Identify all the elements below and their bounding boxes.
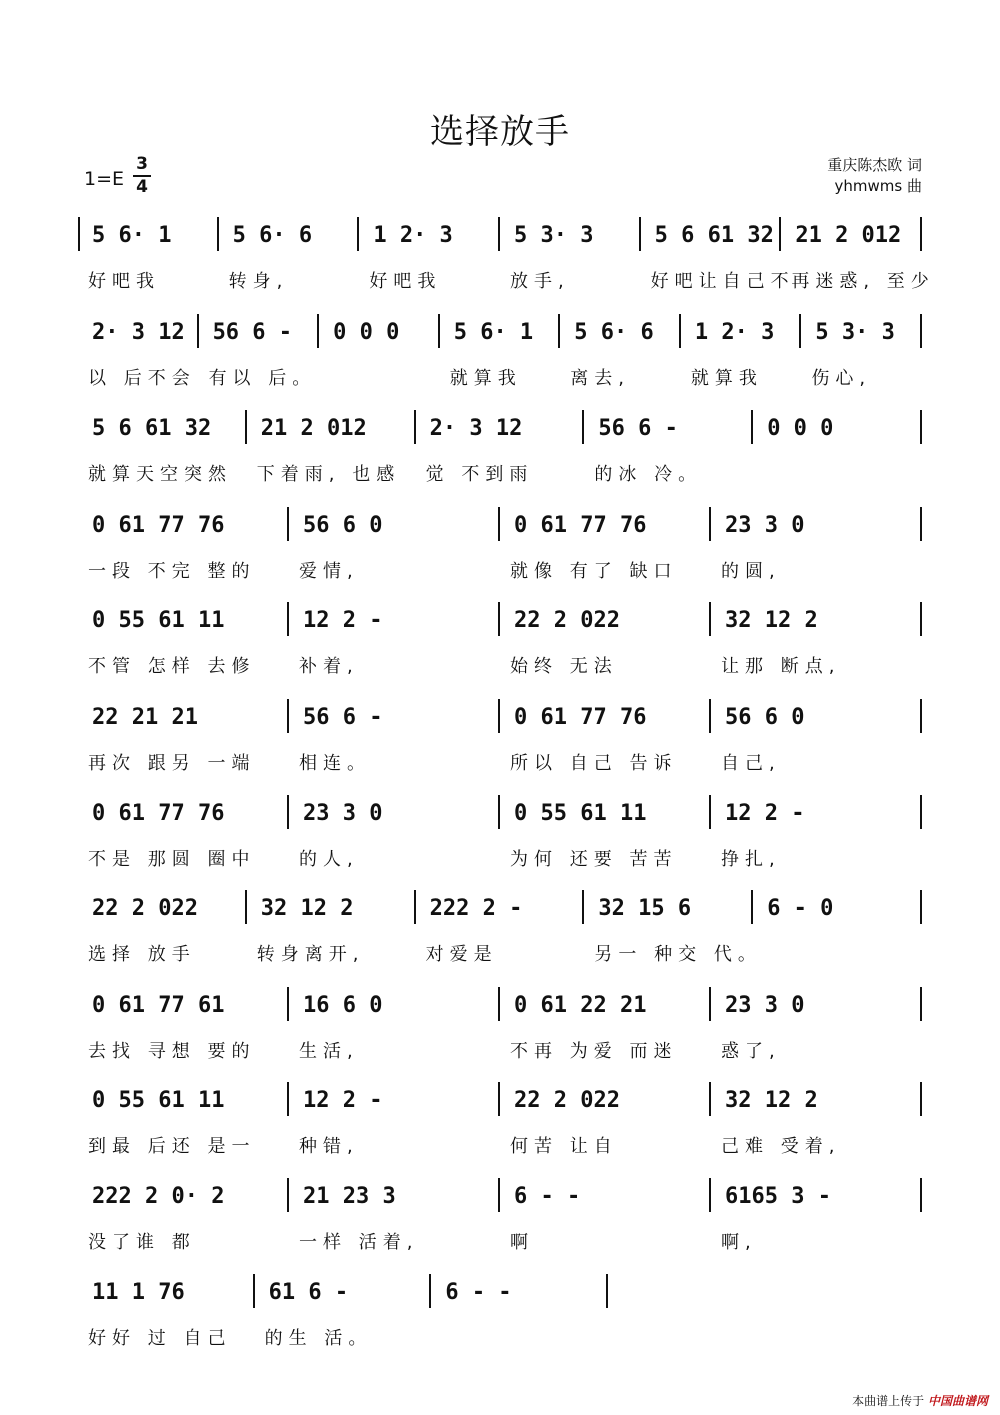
barline [357, 217, 359, 251]
barline [253, 1274, 255, 1308]
barline [287, 699, 289, 733]
measure-lyrics: 到最 后还 是一 [88, 1136, 256, 1157]
time-signature-top: 3 [136, 154, 148, 174]
key-signature: 1=E [84, 168, 125, 190]
barline [920, 795, 922, 829]
measure-lyrics: 下着雨, 也感 [256, 464, 401, 485]
measure-notes: 222 2 0· 2 [92, 1184, 225, 1209]
measure-notes: 23 3 0 [303, 801, 383, 826]
measure-notes: 16 6 0 [303, 993, 383, 1018]
notation-line [0, 600, 1000, 640]
measure-lyrics: 就算天空突然 [88, 464, 232, 485]
measure-lyrics: 的人, [299, 849, 359, 870]
measure-notes: 0 61 77 61 [92, 993, 225, 1018]
measure-lyrics: 好吧我 [369, 271, 442, 292]
measure-lyrics: 种错, [299, 1136, 359, 1157]
measure-lyrics: 就像 有了 缺口 [510, 561, 678, 582]
barline [287, 602, 289, 636]
measure-lyrics: 觉 不到雨 [425, 464, 534, 485]
barline [498, 1082, 500, 1116]
barline [287, 1082, 289, 1116]
score-row [0, 215, 1000, 305]
barline [920, 987, 922, 1021]
score-row [0, 1272, 1000, 1362]
measure-lyrics: 何苦 让自 [510, 1136, 618, 1157]
lyrics-line [0, 557, 1000, 583]
barline [287, 987, 289, 1021]
measure-lyrics: 的冰 冷。 [594, 464, 703, 485]
barline [498, 507, 500, 541]
barline [317, 314, 319, 348]
barline [920, 217, 922, 251]
measure-lyrics: 再次 跟另 一端 [88, 753, 256, 774]
barline [197, 314, 199, 348]
barline [751, 410, 753, 444]
barline [217, 217, 219, 251]
barline [558, 314, 560, 348]
lyrics-line [0, 1132, 1000, 1158]
measure-lyrics: 去找 寻想 要的 [88, 1041, 256, 1062]
barline [679, 314, 681, 348]
measure-lyrics: 就算我 [690, 368, 763, 389]
barline [498, 602, 500, 636]
measure-lyrics: 有以 后。 [208, 368, 317, 389]
barline [920, 1178, 922, 1212]
measure-notes: 5 6· 1 [453, 320, 534, 345]
measure-notes: 21 23 3 [303, 1184, 396, 1209]
time-signature [132, 154, 152, 198]
measure-notes: 12 2 - [303, 1088, 383, 1113]
measure-notes: 22 2 022 [92, 896, 198, 921]
measure-notes: 12 2 - [725, 801, 805, 826]
lyricist-credit: 重庆陈杰欧 词 [827, 156, 922, 174]
measure-lyrics: 好吧让自己不 [650, 271, 795, 292]
measure-lyrics: 好吧我 [88, 271, 160, 292]
barline [414, 890, 416, 924]
measure-lyrics: 爱情, [299, 561, 359, 582]
composer-credit: yhmwms 曲 [834, 177, 922, 195]
measure-notes: 0 61 77 76 [92, 801, 225, 826]
measure-notes: 0 61 22 21 [514, 993, 647, 1018]
measure-notes: 0 55 61 11 [92, 1088, 225, 1113]
measure-notes: 23 3 0 [725, 993, 805, 1018]
measure-lyrics: 啊 [510, 1232, 534, 1253]
score-row [0, 697, 1000, 787]
measure-notes: 1 2· 3 [373, 223, 453, 248]
measure-notes: 32 12 2 [725, 608, 818, 633]
notation-line [0, 215, 1000, 255]
measure-lyrics: 以 后不会 [88, 368, 196, 389]
barline [709, 1178, 711, 1212]
measure-notes: 22 21 21 [92, 705, 198, 730]
barline [287, 1178, 289, 1212]
score-row [0, 505, 1000, 595]
footer-upload-text: 本曲谱上传于 [852, 1394, 925, 1408]
score-row [0, 1080, 1000, 1170]
lyrics-line [0, 1037, 1000, 1063]
barline [606, 1274, 608, 1308]
measure-notes: 5 6 61 32 [92, 416, 212, 441]
measure-notes: 12 2 - [303, 608, 383, 633]
measure-notes: 6 - - [514, 1184, 581, 1209]
measure-lyrics: 始终 无法 [510, 656, 618, 677]
notation-line [0, 1176, 1000, 1216]
barline [498, 987, 500, 1021]
measure-lyrics: 就算我 [449, 368, 522, 389]
score-row [0, 600, 1000, 690]
notation-line [0, 697, 1000, 737]
measure-lyrics: 的圆, [721, 561, 781, 582]
notation-line [0, 312, 1000, 352]
measure-notes: 56 6 0 [725, 705, 805, 730]
footer [852, 1392, 988, 1409]
measure-notes: 5 6· 6 [574, 320, 654, 345]
measure-notes: 5 6· 6 [232, 223, 313, 248]
measure-notes: 32 15 6 [598, 896, 692, 921]
measure-lyrics: 选择 放手 [88, 944, 196, 965]
barline [779, 217, 781, 251]
measure-notes: 6 - - [445, 1280, 512, 1305]
measure-notes: 56 6 - [212, 320, 293, 345]
barline [920, 602, 922, 636]
measure-notes: 0 61 77 76 [514, 705, 647, 730]
barline [709, 795, 711, 829]
measure-lyrics: 一段 不完 整的 [88, 561, 256, 582]
barline [751, 890, 753, 924]
measure-notes: 22 2 022 [514, 1088, 620, 1113]
measure-lyrics: 转身, [228, 271, 289, 292]
lyrics-line [0, 460, 1000, 486]
score-row [0, 1176, 1000, 1266]
barline [245, 890, 247, 924]
credits [827, 155, 922, 197]
measure-lyrics: 放手, [510, 271, 570, 292]
lyrics-line [0, 267, 1000, 293]
lyrics-line [0, 1324, 1000, 1350]
measure-notes: 22 2 022 [514, 608, 620, 633]
measure-notes: 21 2 012 [260, 416, 367, 441]
measure-notes: 0 0 0 [767, 416, 834, 441]
notation-line [0, 793, 1000, 833]
measure-lyrics: 生活, [299, 1041, 359, 1062]
score-row [0, 888, 1000, 978]
measure-lyrics: 自己, [721, 753, 781, 774]
barline [920, 410, 922, 444]
measure-notes: 0 55 61 11 [514, 801, 647, 826]
measure-lyrics: 不再 为爱 而迷 [510, 1041, 678, 1062]
measure-lyrics: 惑了, [721, 1041, 781, 1062]
lyrics-line [0, 845, 1000, 871]
measure-lyrics: 己难 受着, [721, 1136, 841, 1157]
score-row [0, 793, 1000, 883]
measure-notes: 1 2· 3 [694, 320, 775, 345]
score-row [0, 312, 1000, 402]
measure-notes: 21 2 012 [795, 223, 902, 248]
lyrics-line [0, 749, 1000, 775]
barline [498, 1178, 500, 1212]
measure-lyrics: 不是 那圆 圈中 [88, 849, 256, 870]
measure-lyrics: 为何 还要 苦苦 [510, 849, 678, 870]
time-signature-bottom: 4 [136, 177, 148, 197]
barline [709, 1082, 711, 1116]
measure-lyrics: 另一 种交 代。 [594, 944, 762, 965]
barline [438, 314, 440, 348]
barline [920, 1082, 922, 1116]
measure-notes: 6 - 0 [767, 896, 834, 921]
site-logo: 中国曲谱网 [927, 1394, 988, 1408]
lyrics-line [0, 940, 1000, 966]
measure-lyrics: 没了谁 都 [88, 1232, 196, 1253]
barline [78, 217, 80, 251]
measure-lyrics: 挣扎, [721, 849, 781, 870]
barline [287, 507, 289, 541]
measure-lyrics: 啊, [721, 1232, 757, 1253]
barline [920, 507, 922, 541]
measure-lyrics: 的生 活。 [264, 1328, 373, 1349]
measure-notes: 56 6 0 [303, 513, 383, 538]
notation-line [0, 1272, 1000, 1312]
measure-lyrics: 离去, [570, 368, 631, 389]
barline [709, 602, 711, 636]
measure-notes: 0 61 77 76 [514, 513, 647, 538]
measure-lyrics: 再迷惑, 至少 [791, 271, 935, 292]
measure-notes: 2· 3 12 [92, 320, 185, 345]
measure-notes: 23 3 0 [725, 513, 805, 538]
measure-lyrics: 转身离开, [256, 944, 365, 965]
barline [287, 795, 289, 829]
barline [498, 217, 500, 251]
lyrics-line [0, 1228, 1000, 1254]
notation-line [0, 408, 1000, 448]
barline [799, 314, 801, 348]
measure-notes: 32 12 2 [725, 1088, 818, 1113]
measure-notes: 5 3· 3 [815, 320, 895, 345]
measure-lyrics: 让那 断点, [721, 656, 841, 677]
measure-notes: 222 2 - [429, 896, 523, 921]
measure-notes: 0 55 61 11 [92, 608, 225, 633]
barline [582, 410, 584, 444]
measure-notes: 11 1 76 [92, 1280, 185, 1305]
measure-notes: 32 12 2 [260, 896, 354, 921]
measure-lyrics: 一样 活着, [299, 1232, 419, 1253]
measure-notes: 2· 3 12 [429, 416, 523, 441]
measure-notes: 56 6 - [303, 705, 383, 730]
measure-notes: 56 6 - [598, 416, 678, 441]
lyrics-line [0, 364, 1000, 390]
lyrics-line [0, 652, 1000, 678]
barline [920, 890, 922, 924]
barline [429, 1274, 431, 1308]
measure-lyrics: 相连。 [299, 753, 371, 774]
measure-lyrics: 不管 怎样 去修 [88, 656, 256, 677]
score-row [0, 408, 1000, 498]
measure-lyrics: 对爱是 [425, 944, 498, 965]
barline [245, 410, 247, 444]
measure-notes: 61 6 - [268, 1280, 349, 1305]
barline [920, 699, 922, 733]
notation-line [0, 505, 1000, 545]
measure-lyrics: 好好 过 自己 [88, 1328, 232, 1349]
score-row [0, 985, 1000, 1075]
measure-lyrics: 伤心, [811, 368, 872, 389]
measure-notes: 5 6· 1 [92, 223, 172, 248]
barline [582, 890, 584, 924]
notation-line [0, 985, 1000, 1025]
measure-notes: 0 0 0 [333, 320, 400, 345]
measure-lyrics: 所以 自己 告诉 [510, 753, 678, 774]
measure-notes: 0 61 77 76 [92, 513, 225, 538]
measure-lyrics: 补着, [299, 656, 359, 677]
barline [920, 314, 922, 348]
measure-notes: 5 6 61 32 [654, 223, 774, 248]
barline [639, 217, 641, 251]
barline [498, 795, 500, 829]
notation-line [0, 1080, 1000, 1120]
measure-notes: 5 3· 3 [514, 223, 594, 248]
notation-line [0, 888, 1000, 928]
barline [414, 410, 416, 444]
barline [498, 699, 500, 733]
barline [709, 987, 711, 1021]
measure-notes: 6165 3 - [725, 1184, 831, 1209]
barline [709, 507, 711, 541]
song-title: 选择放手 [430, 112, 570, 152]
barline [709, 699, 711, 733]
